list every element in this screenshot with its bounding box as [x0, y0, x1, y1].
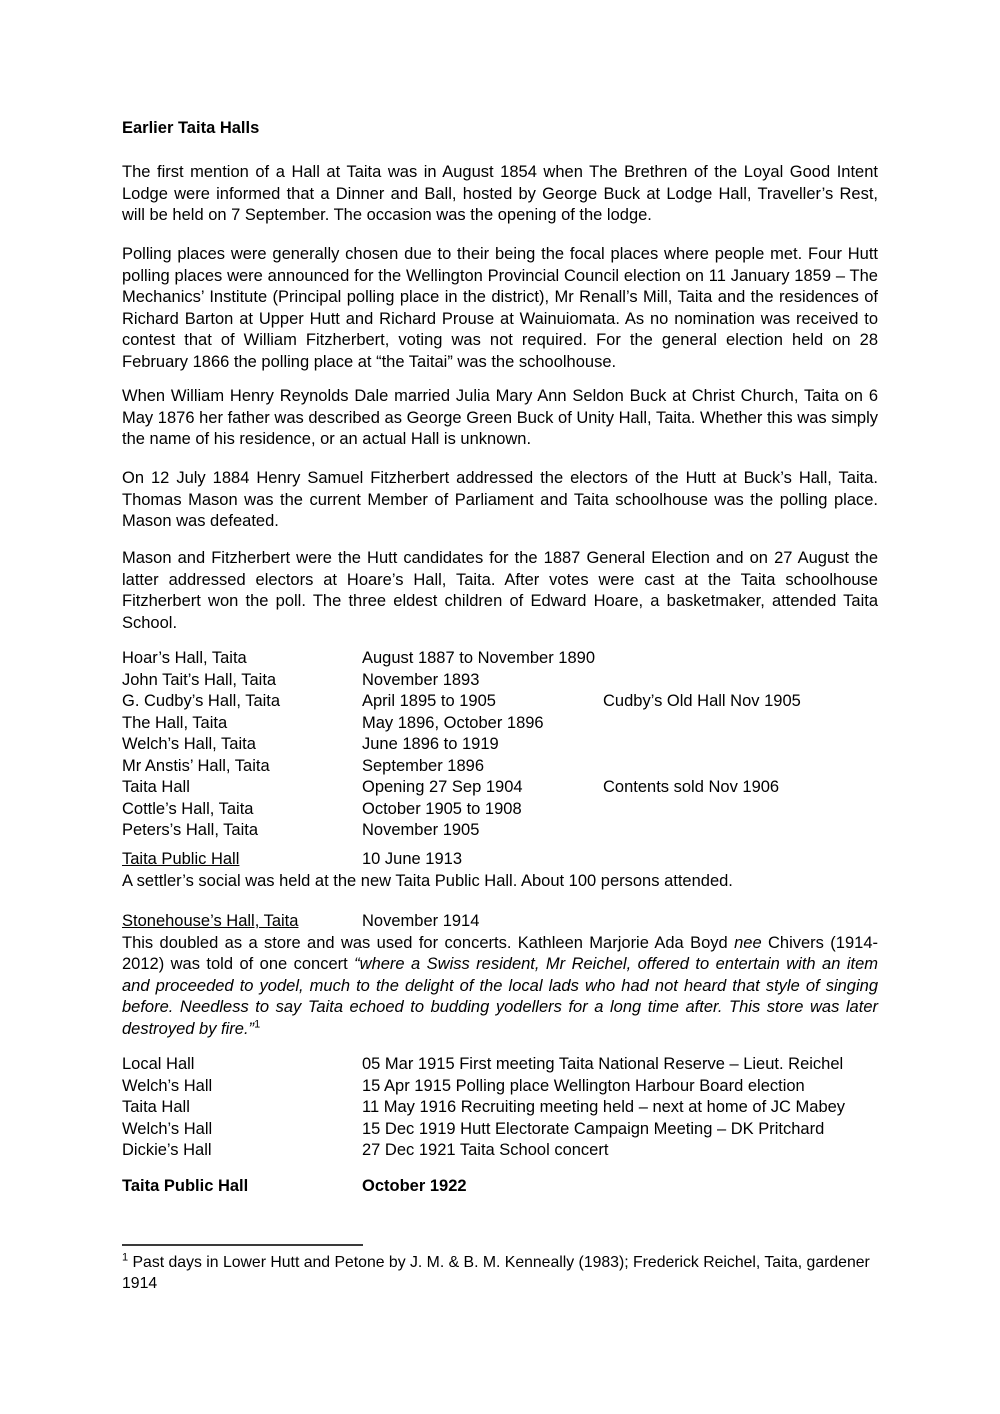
- hall-note: [603, 713, 878, 735]
- table-row: [122, 691, 878, 713]
- footnote-marker: 1: [122, 1251, 129, 1264]
- hall-period: June 1896 to 1919: [362, 735, 499, 753]
- table-row: [122, 777, 878, 799]
- final-hall-name: Taita Public Hall: [122, 1177, 249, 1195]
- hall-period: August 1887 to November 1890: [362, 649, 595, 667]
- section-heading: Stonehouse’s Hall, Taita: [122, 912, 299, 930]
- event-description: 27 Dec 1921 Taita School concert: [362, 1141, 609, 1159]
- section-date: 10 June 1913: [362, 850, 463, 868]
- table-row: [122, 1076, 878, 1098]
- hall-name: G. Cudby’s Hall, Taita: [122, 692, 281, 710]
- hall-name: Mr Anstis’ Hall, Taita: [122, 756, 270, 775]
- footnote-ref: 1: [254, 1018, 261, 1030]
- hall-note: Contents sold Nov 1906: [603, 778, 780, 796]
- event-venue: Local Hall: [122, 1055, 195, 1073]
- paragraph-1887-election: Mason and Fitzherbert were the Hutt candidates for the 1887 General Election and on 27 August the latter addressed electors at Hoare’s Hall, Taita. After votes were cast at the Taita schoolhouse Fitzherbert won the poll. The three eldest children of Edward Hoare, a basketmaker, attended Taita School.: [122, 549, 878, 632]
- body-text: This doubled as a store and was used for concerts. Kathleen Marjorie Ada Boyd: [122, 933, 735, 952]
- section-date: November 1914: [362, 912, 480, 930]
- paragraph-dale-marriage: When William Henry Reynolds Dale married Julia Mary Ann Seldon Buck at Christ Church, Taita on 6 May 1876 her father was described as George Green Buck of Unity Hall, Taita. Whether this was simply the name of his residence, or an actual Hall is unknown.: [122, 387, 878, 448]
- section-heading-row: [122, 911, 878, 933]
- hall-name: Cottle’s Hall, Taita: [122, 799, 254, 818]
- hall-name: The Hall, Taita: [122, 713, 228, 732]
- event-venue: Taita Hall: [122, 1098, 190, 1116]
- table-row: [122, 1140, 878, 1162]
- paragraph-fitzherbert-1884: On 12 July 1884 Henry Samuel Fitzherbert addressed the electors of the Hutt at Buck’s Hall, Taita. Thomas Mason was the current Member of Parliament and Taita schoolhouse was the polling place. Mason was defeated.: [122, 469, 878, 530]
- hall-note: [603, 820, 878, 842]
- paragraph-polling-places: Polling places were generally chosen due to their being the focal places where people met. Four Hutt polling places were announced for the Wellington Provincial Council election on 11 January 1859 – The Mechanics’ Institute (Principal polling place in the district), Mr Renall’s Mill, Taita and the residences of Richard Barton at Upper Hutt and Richard Prouse at Wainuiomata. As no nomination was received to contest that of William Fitzherbert, voting was not required. For the general election held on 28 February 1866 the polling place at “the Taitai” was the schoolhouse.: [122, 245, 878, 371]
- table-row: [122, 1097, 878, 1119]
- hall-note: [603, 648, 878, 670]
- section-heading: Taita Public Hall: [122, 850, 240, 868]
- hall-period: Opening 27 Sep 1904: [362, 778, 523, 796]
- table-row: [122, 756, 878, 778]
- event-venue: Dickie’s Hall: [122, 1141, 212, 1159]
- section-heading-row: [122, 1176, 878, 1198]
- section-taita-public-hall-1922: [122, 1176, 878, 1198]
- hall-note: [603, 670, 878, 692]
- table-row: [122, 734, 878, 756]
- table-row: [122, 670, 878, 692]
- event-description: 15 Dec 1919 Hutt Electorate Campaign Meeting – DK Pritchard: [362, 1119, 825, 1138]
- events-table: [122, 1054, 878, 1162]
- hall-period: April 1895 to 1905: [362, 692, 496, 710]
- hall-period: September 1896: [362, 756, 485, 775]
- halls-table: [122, 648, 878, 842]
- nee-italic: nee: [734, 933, 762, 952]
- hall-name: Welch’s Hall, Taita: [122, 735, 256, 753]
- hall-name: Taita Hall: [122, 778, 190, 796]
- hall-name: Hoar’s Hall, Taita: [122, 649, 247, 667]
- footnote-text: Past days in Lower Hutt and Petone by J. M. & B. M. Kenneally (1983); Frederick Reichel, Taita, gardener 1914: [122, 1254, 870, 1292]
- hall-period: November 1905: [362, 821, 480, 839]
- table-row: [122, 799, 878, 821]
- footnote: [122, 1252, 878, 1294]
- hall-name: John Tait’s Hall, Taita: [122, 670, 277, 689]
- event-venue: Welch’s Hall: [122, 1076, 213, 1095]
- section-body: [122, 933, 878, 1041]
- table-row: [122, 1119, 878, 1141]
- document-title: Earlier Taita Halls: [122, 119, 260, 137]
- event-description: 11 May 1916 Recruiting meeting held – next at home of JC Mabey: [362, 1098, 846, 1116]
- body-text: Chivers (1914-2012) was told of one concert: [122, 933, 879, 973]
- section-body: A settler’s social was held at the new Taita Public Hall. About 100 persons attended.: [122, 871, 733, 890]
- event-description: 05 Mar 1915 First meeting Taita National Reserve – Lieut. Reichel: [362, 1055, 844, 1073]
- final-hall-date: October 1922: [362, 1177, 467, 1195]
- section-stonehouse-hall: [122, 911, 878, 1040]
- event-description: 15 Apr 1915 Polling place Wellington Harbour Board election: [362, 1076, 805, 1095]
- table-row: [122, 713, 878, 735]
- table-row: [122, 820, 878, 842]
- hall-note: Cudby’s Old Hall Nov 1905: [603, 692, 801, 710]
- hall-name: Peters’s Hall, Taita: [122, 821, 259, 839]
- footnote-separator: [122, 1244, 363, 1246]
- hall-period: May 1896, October 1896: [362, 713, 544, 732]
- table-row: [122, 648, 878, 670]
- section-heading-row: [122, 849, 878, 871]
- quote-italic: “where a Swiss resident, Mr Reichel, offered to entertain with an item and proceeded to yodel, much to the delight of the local lads who had not heard that style of singing before. Needless to say Taita echoed to budding yodellers for a long time after. This store was later destroyed by fire.”: [122, 955, 879, 1038]
- hall-note: [603, 756, 878, 778]
- section-taita-public-hall-1913: [122, 849, 878, 892]
- hall-note: [603, 734, 878, 756]
- hall-period: November 1893: [362, 670, 480, 689]
- table-row: [122, 1054, 878, 1076]
- hall-note: [603, 799, 878, 821]
- paragraph-first-mention: The first mention of a Hall at Taita was in August 1854 when The Brethren of the Loyal Good Intent Lodge were informed that a Dinner and Ball, hosted by George Buck at Lodge Hall, Traveller’s Rest, will be held on 7 September. The occasion was the opening of the lodge.: [122, 163, 878, 224]
- event-venue: Welch’s Hall: [122, 1119, 213, 1138]
- hall-period: October 1905 to 1908: [362, 799, 522, 818]
